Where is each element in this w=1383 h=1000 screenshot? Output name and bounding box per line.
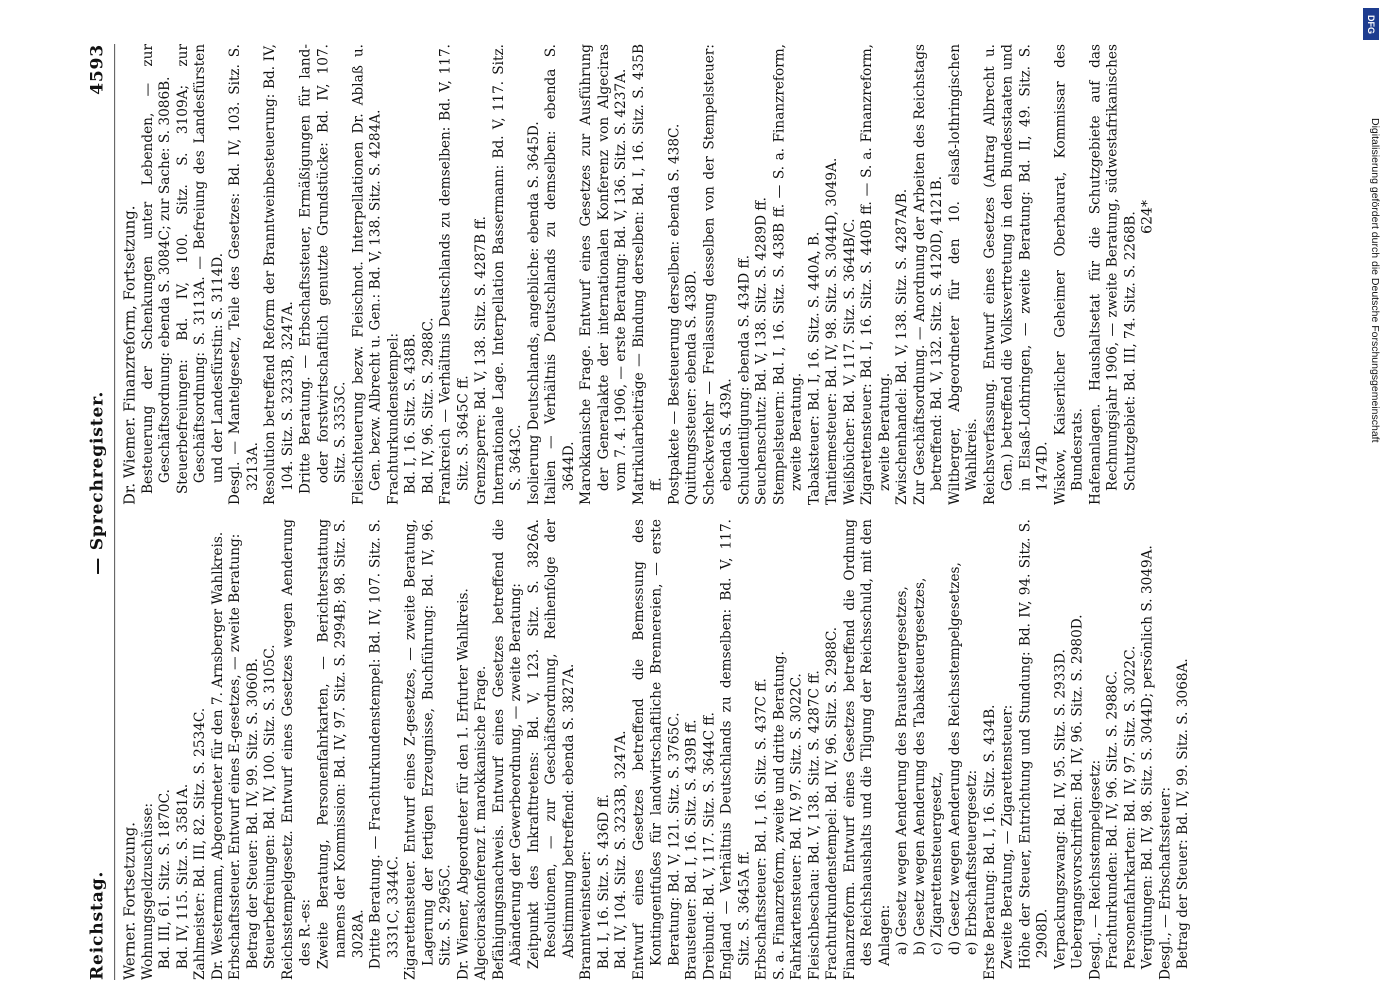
left-entry: Dr. Wiemer, Abgeordneter für den 1. Erfurter Wahlkreis.: [455, 588, 472, 980]
right-column: [121, 44, 1192, 505]
left-entry: e) Erbschaftssteuergesetz:: [964, 769, 981, 956]
page-header: [80, 44, 115, 980]
right-entry: Seuchenschutz: Bd. V, 138. Sitz. S. 4289D ff.: [753, 197, 770, 505]
left-entry: Branntweinsteuer:: [578, 850, 595, 980]
right-entry: Schuldentilgung: ebenda S. 434D ff.: [736, 254, 752, 505]
right-entry: Wiltberger, Abgeordneter für den 10. elsaß-lothringischen Wahlkreis.: [946, 44, 981, 505]
left-entry: Zahlmeister: Bd. III, 82. Sitz. S. 2534C.: [192, 707, 208, 980]
page-number: 4593: [87, 44, 108, 95]
left-entry: S. a. Finanzreform, zweite und dritte Beratung.: [771, 651, 788, 980]
right-entry: Stempelsteuern: Bd. I, 16. Sitz. S. 438B ff. — S. a. Finanzreform, zweite Beratung.: [771, 44, 805, 505]
left-entry: Erbschaftssteuer. Entwurf eines E-gesetzes, — zweite Beratung:: [227, 533, 244, 980]
right-entry: Marokkanische Frage. Entwurf eines Gesetzes zur Ausführung der Generalakte der internationalen Konferenz von Algeciras vom 7. 4. 1906, — erste Beratung: Bd. V, 136. Sitz. S. 4237A.: [578, 44, 630, 505]
right-entry: Wiskow, Kaiserlicher Geheimer Oberbaurat, Kommissar des Bundesrats.: [1052, 44, 1086, 505]
left-continuation: Werner. Fortsetzung.: [121, 822, 139, 980]
left-entry: d) Gesetz wegen Aenderung des Reichsstempelgesetzes,: [946, 562, 963, 956]
right-entry: Hafenanlagen. Haushaltsetat für die Schutzgebiete auf das Rechnungsjahr 1906, — zweite Beratung, südwestafrikanisches Schutzgebiet: Bd. III, 74. Sitz. S. 2268B.: [1087, 44, 1139, 505]
left-entry: Entwurf eines Gesetzes betreffend die Bemessung des Kontingentfußes für landwirtschaftliche Brennereien, — erste Beratung: Bd. V, 121. Sitz. S. 3765C.: [631, 519, 682, 980]
right-entry: Besteuerung der Schenkungen unter Lebenden, — zur Geschäftsordnung: ebenda S. 3084C; zur Sache: S. 3086B.: [139, 44, 173, 495]
left-entry: Betrag der Steuer: Bd. IV, 99. Sitz. S. 3068A.: [1175, 658, 1191, 970]
left-entry: Dreibund: Bd. V, 117. Sitz. S. 3644C ff.: [701, 712, 717, 980]
right-entry: Frachturkundenstempel:: [385, 332, 401, 505]
left-entry: Zigarettensteuer. Entwurf eines Z-gesetzes, — zweite Beratung, Lagerung der fertigen Erzeugnisse, Buchführung: Bd. IV, 96. Sitz. S. 2965C.: [402, 519, 454, 980]
right-entry: Zur Geschäftsordnung. — Anordnung der Arbeiten des Reichstags betreffend: Bd. V, 132. Sitz. S. 4120D, 4121B.: [911, 44, 946, 505]
header-center: — Sprechregister.: [87, 390, 108, 575]
right-entry: Weißbücher: Bd. V, 117. Sitz. S. 3644B/C.: [841, 218, 858, 505]
right-entry: Quittungssteuer: ebenda S. 438D.: [683, 270, 700, 505]
left-entry: Uebergangsvorschriften: Bd. IV, 96. Sitz. S. 2980D.: [1069, 614, 1086, 970]
left-entry: b) Gesetz wegen Aenderung des Tabaksteuergesetzes,: [911, 577, 928, 956]
right-entry: Tantiemesteuer: Bd. IV, 98. Sitz. S. 3044D, 3049A.: [824, 157, 840, 505]
dfg-logo-text: DFG: [1366, 14, 1376, 34]
sheet-signature: 624*: [1139, 200, 1156, 234]
right-entry: Dritte Beratung. — Erbschaftssteuer, Ermäßigungen für land- oder forstwirtschaftlich genutzte Grundstücke: Bd. IV, 107. Sitz. S. 3353C.: [297, 44, 349, 495]
right-entry: Grenzsperre: Bd. V, 138. Sitz. S. 4287B ff.: [473, 216, 489, 505]
right-entry: Steuerbefreiungen: Bd. IV, 100. Sitz. S. 3109A; zur Geschäftsordnung: S. 3113A. — Befreiung des Landesfürsten und der Landesfürstin: S. 3114D.: [174, 44, 226, 495]
right-entry: Reichsverfassung. Entwurf eines Gesetzes (Antrag Albrecht u. Gen.) betreffend die Volksvertretung in den Bundesstaaten und in Elsaß-Lothringen, — zweite Beratung: Bd. II, 49. Sitz. S. 1474D.: [982, 44, 1051, 505]
left-entry: Frachturkunden: Bd. IV, 96. Sitz. S. 2988C.: [1104, 670, 1121, 970]
left-entry: Verpackungszwang: Bd. IV, 95. Sitz. S. 2933D.: [1052, 649, 1068, 970]
right-entry: Postpakete — Besteuerung derselben: ebenda S. 438C.: [666, 123, 682, 505]
left-entry: Frachturkundenstempel: Bd. IV, 96. Sitz. S. 2988C.: [824, 626, 840, 980]
right-entry: Resolution betreffend Reform der Branntweinbesteuerung: Bd. IV, 104. Sitz. S. 3233B, 3247A.: [262, 44, 296, 505]
digitization-credit: [1359, 8, 1381, 993]
right-entry: Scheckverkehr — Freilassung desselben von der Stempelsteuer: ebenda S. 439A.: [701, 44, 735, 505]
rotated-page: [80, 0, 1191, 980]
right-entry: Tabaksteuer: Bd. I, 16. Sitz. S. 440A, B.: [806, 231, 823, 505]
left-entry: Wohnungsgeldzuschüsse:: [139, 802, 156, 980]
right-entry: Italien — Verhältnis Deutschlands zu demselben: ebenda S. 3644D.: [543, 44, 577, 505]
left-entry: Algecioraskonferenz f. marokkanische Frage.: [473, 665, 489, 980]
left-entry: Erste Beratung: Bd. I, 16. Sitz. S. 434B.: [982, 704, 998, 980]
left-entry: Bd. III, 61. Sitz. S. 1870C.: [157, 789, 173, 970]
right-entry: Matrikularbeiträge — Bindung derselben: Bd. I, 16. Sitz. S. 435B ff.: [631, 44, 665, 505]
left-entry: Finanzreform. Entwurf eines Gesetzes betreffend die Ordnung des Reichshaushalts und die Tilgung der Reichsschuld, mit den Anlagen:: [841, 519, 893, 980]
left-lines: [139, 519, 1192, 980]
page-content: [80, 44, 1250, 980]
right-lines: [139, 44, 1139, 505]
right-entry: Isolierung Deutschlands, angebliche: ebenda S. 3645D.: [525, 121, 542, 505]
left-entry: Befähigungsnachweis. Entwurf eines Gesetzes betreffend die Abänderung der Gewerbeordnung, — zweite Beratung:: [490, 519, 524, 980]
left-entry: c) Zigarettensteuergesetz,: [929, 771, 946, 956]
left-entry: Betrag der Steuer: Bd. IV, 99. Sitz. S. 3060B.: [244, 658, 261, 970]
left-entry: Höhe der Steuer, Entrichtung und Stundung: Bd. IV, 94. Sitz. S. 2908D.: [1017, 519, 1051, 970]
left-entry: Dritte Beratung. — Frachturkundenstempel: Bd. IV, 107. Sitz. S. 3331C, 3344C.: [367, 519, 401, 970]
left-entry: Bd. IV, 104. Sitz. S. 3233B, 3247A.: [613, 730, 630, 970]
left-entry: Bd. I, 16. Sitz. S. 436D ff.: [595, 794, 612, 970]
text-columns: [115, 44, 1192, 980]
left-entry: Reichsstempelgesetz. Entwurf eines Gesetzes wegen Aenderung des R.-es:: [280, 519, 314, 980]
right-entry: Internationale Lage. Interpellation Bassermann: Bd. V, 117. Sitz. S. 3643C.: [490, 44, 524, 505]
left-entry: England — Verhältnis Deutschlands zu demselben: Bd. V, 117. Sitz. S. 3645A ff.: [718, 519, 752, 980]
left-entry: Desgl., — Erbschaftssteuer:: [1157, 786, 1174, 980]
right-entry: Frankreich — Verhältnis Deutschlands zu demselben: Bd. V, 117. Sitz. S. 3645C ff.: [438, 44, 472, 505]
left-entry: a) Gesetz wegen Aenderung des Brausteuergesetzes,: [894, 586, 910, 956]
left-entry: Dr. Westermann, Abgeordneter für den 7. Arnsberger Wahlkreis.: [209, 531, 226, 980]
right-entry: Zigarettensteuer: Bd. I, 16. Sitz. S. 440B ff. — S. a. Finanzreform, zweite Beratung.: [859, 44, 893, 505]
left-entry: Personenfahrkarten: Bd. IV, 97. Sitz. S. 3022C.: [1122, 645, 1139, 970]
left-entry: Vergütungen: Bd. IV, 98. Sitz. S. 3044D; persönlich S. 3049A.: [1140, 545, 1156, 970]
right-entry: Fleischteuerung bezw. Fleischnot. Interpellationen Dr. Ablaß u. Gen. bezw. Albrecht u. Gen.: Bd. V, 138. Sitz. S. 4284A.: [350, 44, 384, 505]
left-entry: Fahrkartensteuer: Bd. IV, 97. Sitz. S. 3022C.: [789, 673, 805, 980]
left-entry: Bd. IV, 115. Sitz. S. 3581A.: [174, 783, 191, 970]
header-left: Reichstag.: [87, 870, 108, 980]
left-entry: Brausteuer: Bd. I, 16. Sitz. S. 439B ff.: [683, 719, 700, 980]
right-continuation: Dr. Wiemer. Finanzreform, Fortsetzung.: [121, 205, 139, 505]
left-column: [121, 519, 1192, 980]
left-entry: Zweite Beratung, — Zigarettensteuer:: [999, 704, 1016, 970]
left-entry: Zeitpunkt des Inkrafttretens: Bd. V, 123. Sitz. S. 3826A. Resolutionen, — zur Geschäftsordnung, Reihenfolge der Abstimmung betreffend: ebenda S. 3827A.: [525, 519, 577, 970]
left-entry: Erbschaftssteuer: Bd. I, 16. Sitz. S. 437C ff.: [753, 678, 770, 980]
right-entry: Desgl. — Mantelgesetz, Teile des Gesetzes: Bd. IV, 103. Sitz. S. 3213A.: [227, 44, 261, 505]
left-entry: Desgl., — Reichsstempelgesetz:: [1087, 759, 1103, 980]
left-entry: Steuerbefreiungen: Bd. IV, 100. Sitz. S. 3105C.: [262, 644, 279, 970]
right-entry: Bd. I, 16. Sitz. S. 438B.: [402, 333, 419, 495]
left-entry: Fleischbeschau: Bd. V, 138. Sitz. S. 4287C ff.: [806, 670, 823, 980]
left-entry: Zweite Beratung, Personenfahrkarten, — Berichterstattung namens der Kommission: Bd. IV, 97. Sitz. S. 2994B; 98. Sitz. S. 3028A.: [315, 519, 366, 970]
right-entry: Zwischenhandel: Bd. V, 138. Sitz. S. 4287A/B.: [894, 188, 910, 505]
credit-text: Digitalisierung gefördert durch die Deutsche Forschungsgemeinschaft: [1369, 118, 1381, 443]
right-entry: Bd. IV, 96. Sitz. S. 2988C.: [420, 317, 437, 495]
